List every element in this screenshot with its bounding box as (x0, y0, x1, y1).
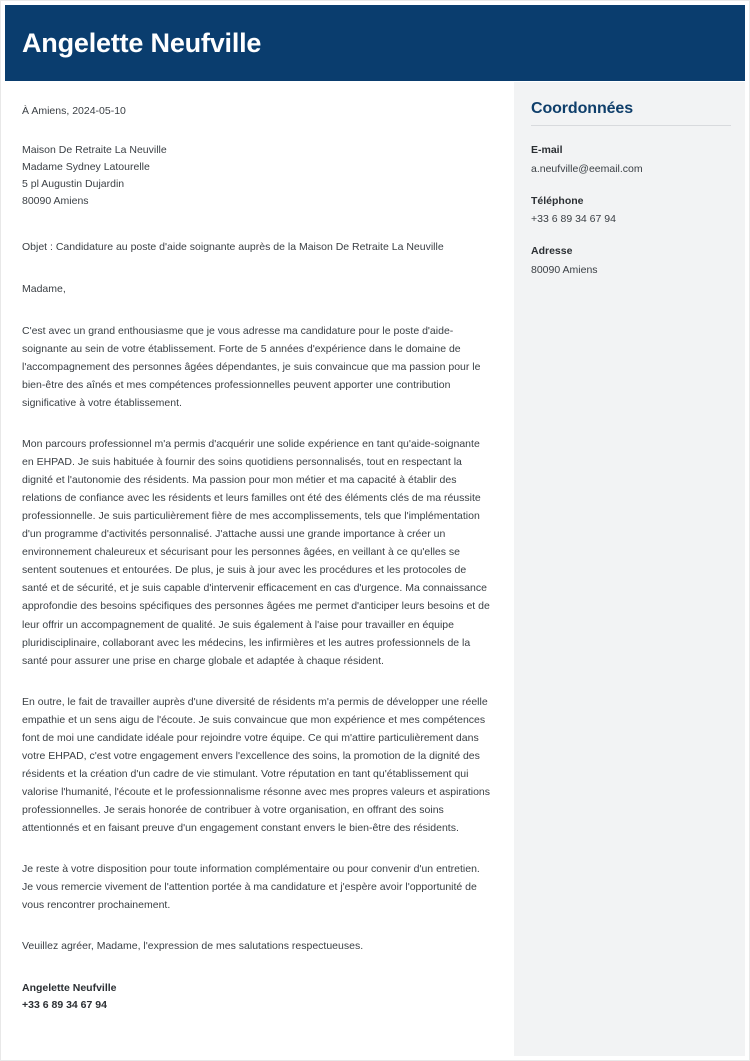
sidebar-entry-phone (531, 194, 731, 229)
sidebar-value-address: 80090 Amiens (531, 263, 598, 276)
recipient-contact-person: Madame Sydney Latourelle (22, 161, 150, 174)
letter-main-column (5, 82, 514, 1056)
letter-paragraph-2: Mon parcours professionnel m'a permis d'acquérir une solide expérience en tant qu'aide-soignante en EHPAD. Je suis habituée à fournir des soins quotidiens personnalisés, tout en respectant la dignité et l'autonomie des résidents. Ma passion pour mon métier et ma capacité à établir des relations de confiance avec les résidents et leurs familles ont été des éléments clés de ma réussite professionnelle. Je suis particulièrement fière de mes accomplissements, tels que l'implémentation d'un programme d'activités personnalisé. J'attache aussi une grande importance à créer un environnement chaleureux et sécurisant pour les personnes âgées, en veillant à ce qu'elles se sentent soutenues et entourées. De plus, je suis à jour avec les procédures et les protocoles de santé et de sécurité, et je suis capable d'intervenir efficacement en cas d'urgence. Ma connaissance approfondie des besoins spécifiques des personnes âgées me permet d'anticiper leurs besoins et de leur offrir un accompagnement de qualité. Je suis également à l'aise pour travailler en équipe pluridisciplinaire, collaborant avec les médecins, les infirmières et les autres professionnels de la santé pour assurer une prise en charge globale et adaptée à chaque résident. (22, 438, 490, 667)
contact-sidebar (514, 82, 745, 1056)
letter-closing-line: Veuillez agréer, Madame, l'expression de mes salutations respectueuses. (22, 940, 364, 953)
sidebar-entry-address (531, 244, 731, 279)
sidebar-title-divider (531, 125, 731, 126)
letter-subject-line: Objet : Candidature au poste d'aide soignante auprès de la Maison De Retraite La Neuville (22, 241, 444, 254)
letter-paragraph-1: C'est avec un grand enthousiasme que je vous adresse ma candidature pour le poste d'aide-soignante au sein de votre établissement. Forte de 5 années d'expérience dans le domaine de l'accompagnement des personnes âgées dépendantes, je suis convaincue que ma passion pour le bien-être des aînés et mes compétences professionnelles peuvent apporter une contribution significative à votre établissement. (22, 324, 481, 409)
document-header-band (5, 5, 745, 81)
sidebar-title: Coordonnées (531, 100, 634, 117)
sidebar-entry-email (531, 143, 731, 178)
sidebar-value-phone: +33 6 89 34 67 94 (531, 213, 616, 226)
recipient-city-line: 80090 Amiens (22, 195, 89, 208)
recipient-street: 5 pl Augustin Dujardin (22, 178, 125, 191)
signature-name: Angelette Neufville (22, 982, 117, 995)
letter-paragraph-3: En outre, le fait de travailler auprès d'une diversité de résidents m'a permis de développer une réelle empathie et un sens aigu de l'écoute. Je suis convaincue que mon expérience et mes compétences font de moi une candidate idéale pour rejoindre votre équipe. Ce qui m'attire particulièrement dans votre EHPAD, c'est votre engagement envers l'excellence des soins, la promotion de la dignité des résidents et la création d'un cadre de vie stimulant. Votre réputation en tant qu'établissement qui valorise l'humanité, l'écoute et le professionnalisme résonne avec mes propres valeurs et aspirations professionnelles. Je serais honorée de contribuer à votre organisation, en offrant des soins attentionnés et en faisant preuve d'un engagement constant envers le bien-être des résidents. (22, 695, 490, 834)
sidebar-label-phone: Téléphone (531, 194, 584, 207)
letter-paragraph-4: Je reste à votre disposition pour toute information complémentaire ou pour convenir d'un entretien. Je vous remercie vivement de l'attention portée à ma candidature et j'espère avoir l'opportunité de vous rencontrer prochainement. (22, 863, 480, 912)
sidebar-value-email: a.neufville@eemail.com (531, 162, 643, 175)
candidate-full-name: Angelette Neufville (22, 27, 262, 58)
recipient-address-block (22, 142, 492, 210)
recipient-organization: Maison De Retraite La Neuville (22, 144, 167, 157)
letter-date-line: À Amiens, 2024-05-10 (22, 105, 126, 117)
letter-salutation: Madame, (22, 282, 66, 295)
signature-block (22, 980, 492, 1014)
document-columns (5, 82, 745, 1056)
signature-phone: +33 6 89 34 67 94 (22, 999, 107, 1012)
sidebar-label-email: E-mail (531, 144, 563, 156)
sidebar-label-address: Adresse (531, 245, 573, 257)
